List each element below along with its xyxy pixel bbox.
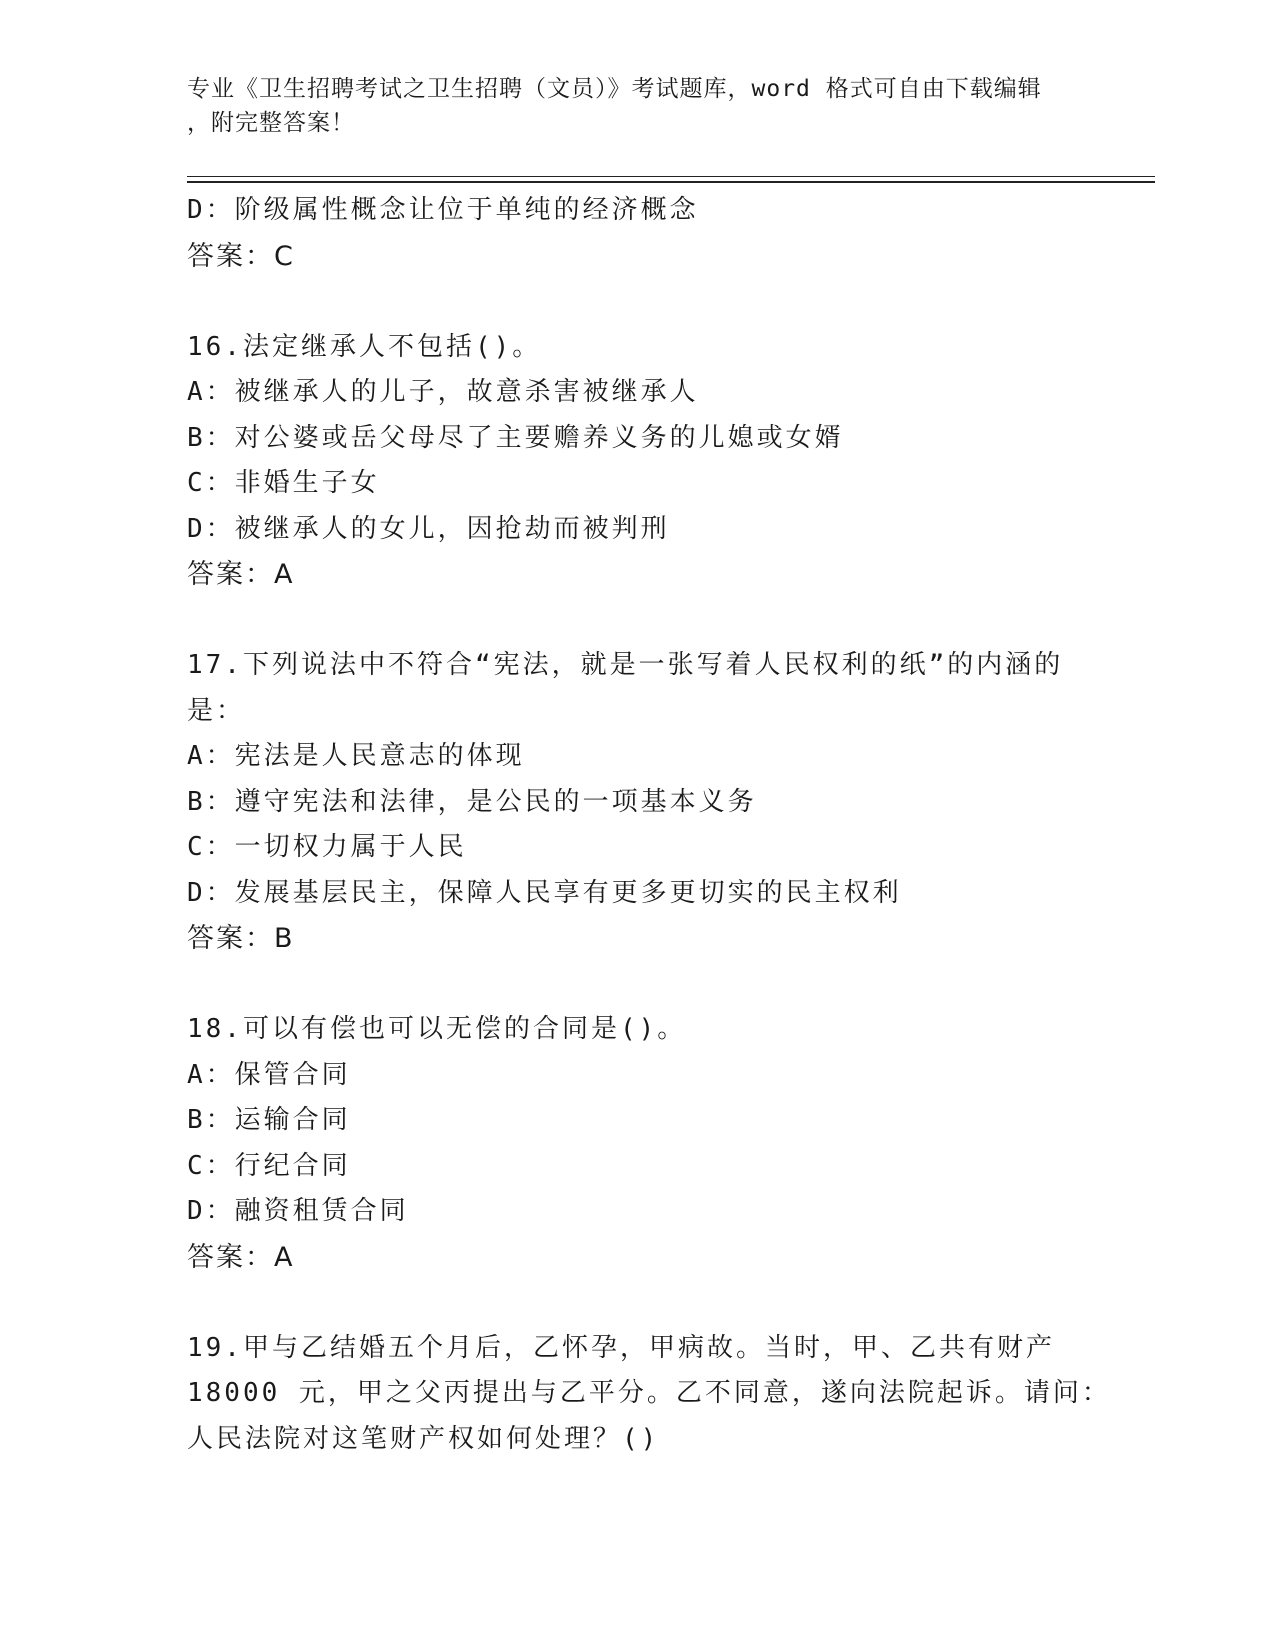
header-divider-bottom xyxy=(187,181,1155,183)
option-a: A：保管合同 xyxy=(187,1059,351,1090)
option-b: B：运输合同 xyxy=(187,1105,351,1135)
question-19 xyxy=(187,1326,1111,1463)
spacer xyxy=(187,962,1087,1008)
carryover-option-d: D：阶级属性概念让位于单纯的经济概念 xyxy=(187,195,699,225)
question-stem-line-1: 19.甲与乙结婚五个月后，乙怀孕，甲病故。当时，甲、乙共有财产 xyxy=(187,1332,1055,1363)
header-divider-top xyxy=(187,176,1155,177)
question-17 xyxy=(187,643,1087,962)
spacer xyxy=(187,1280,1087,1326)
spacer xyxy=(187,598,1087,644)
page-header xyxy=(187,72,1067,140)
question-18 xyxy=(187,1007,1087,1280)
question-stem-line-1: 17.下列说法中不符合“宪法，就是一张写着人民权利的纸”的内涵的 xyxy=(187,650,1064,680)
question-stem: 16.法定继承人不包括()。 xyxy=(187,331,542,362)
option-d: D：被继承人的女儿，因抢劫而被判刑 xyxy=(187,513,670,544)
option-c: C：非婚生子女 xyxy=(187,468,380,498)
option-a: A：被继承人的儿子，故意杀害被继承人 xyxy=(187,377,699,407)
option-a: A：宪法是人民意志的体现 xyxy=(187,741,525,771)
header-line-2: ，附完整答案！ xyxy=(187,110,355,136)
option-b: B：对公婆或岳父母尽了主要赡养义务的儿媳或女婿 xyxy=(187,422,844,453)
option-d: D：发展基层民主，保障人民享有更多更切实的民主权利 xyxy=(187,877,902,908)
question-stem-line-2: 18000 元，甲之父丙提出与乙平分。乙不同意，遂向法院起诉。请问： xyxy=(187,1378,1111,1408)
answer: 答案：A xyxy=(187,1241,295,1273)
option-c: C：一切权力属于人民 xyxy=(187,832,467,862)
option-b: B：遵守宪法和法律，是公民的一项基本义务 xyxy=(187,786,757,817)
spacer xyxy=(187,279,1087,325)
question-stem: 18.可以有偿也可以无偿的合同是()。 xyxy=(187,1014,687,1044)
question-stem-line-2: 是： xyxy=(187,695,246,726)
option-c: C：行纪合同 xyxy=(187,1150,351,1181)
answer: 答案：A xyxy=(187,559,295,590)
carryover-answer: 答案：C xyxy=(187,240,295,272)
answer: 答案：B xyxy=(187,923,295,954)
question-16 xyxy=(187,325,1087,598)
option-d: D：融资租赁合同 xyxy=(187,1196,409,1226)
question-stem-line-3: 人民法院对这笔财产权如何处理？() xyxy=(187,1423,660,1454)
header-line-1: 专业《卫生招聘考试之卫生招聘（文员）》考试题库，word 格式可自由下载编辑 xyxy=(187,76,1042,102)
question-list xyxy=(187,188,1111,1462)
